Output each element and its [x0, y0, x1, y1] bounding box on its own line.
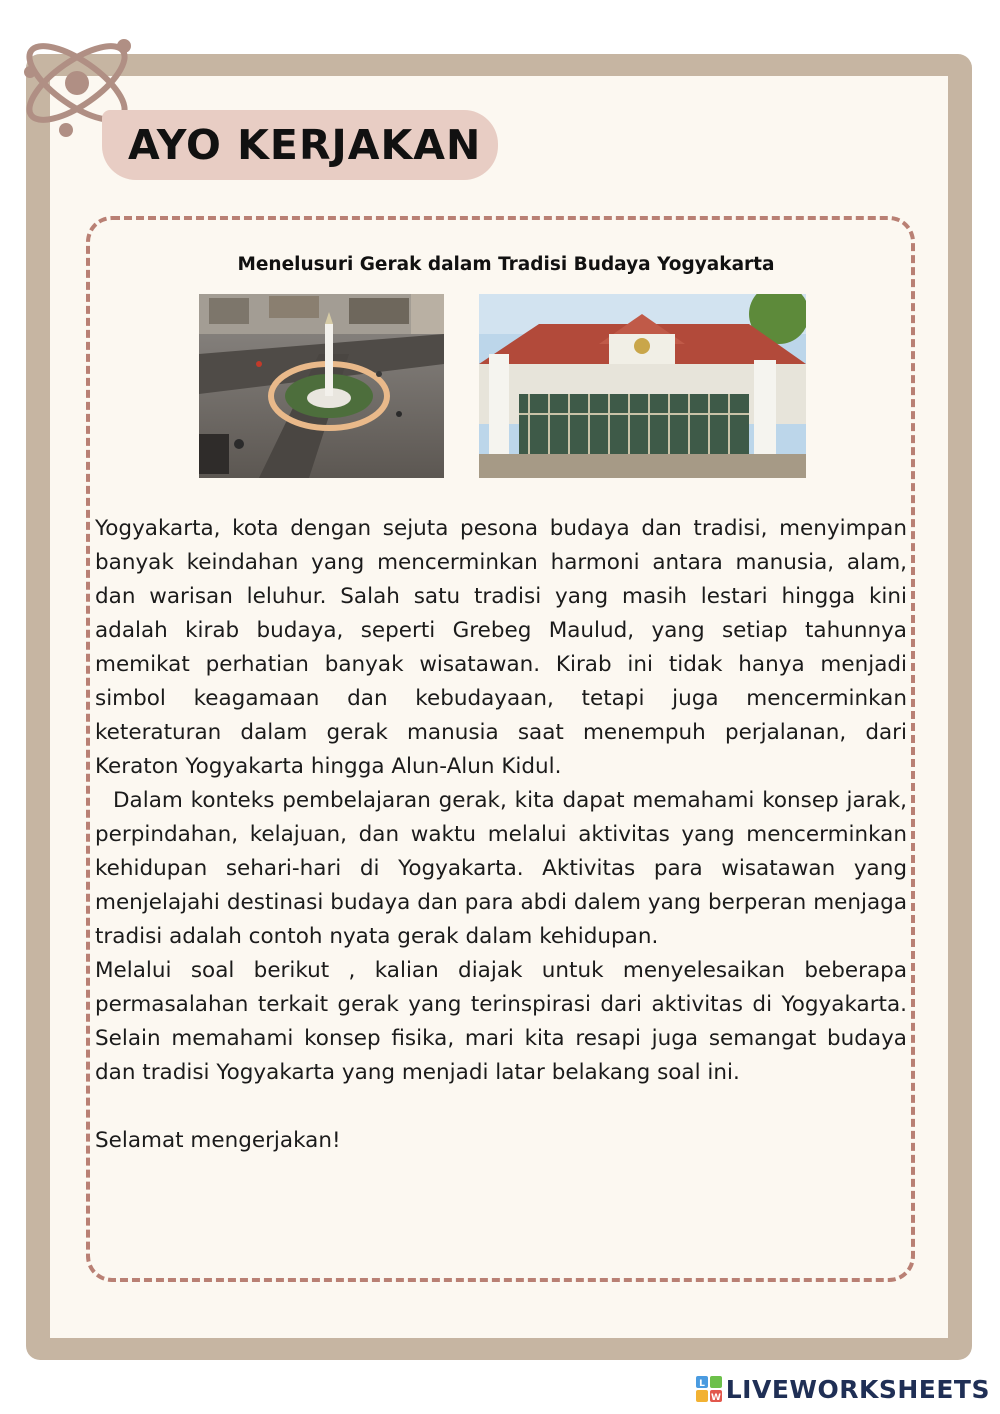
closing-text: Selamat mengerjakan!: [95, 1128, 341, 1153]
brand-name: LIVEWORKSHEETS: [725, 1374, 990, 1404]
tugu-monument-photo: [199, 294, 444, 478]
paragraph-1: Yogyakarta, kota dengan sejuta pesona budaya dan tradisi, menyimpan banyak keindahan yang mencerminkan harmoni antara manusia, alam, dan warisan leluhur. Salah satu tradisi yang masih lestari hingga kini adalah kirab budaya, seperti Grebeg Maulud, yang setiap tahunnya memikat perhatian banyak wisatawan. Kirab ini tidak hanya menjadi simbol keagamaan dan kebudayaan, tetapi juga mencerminkan keteraturan dalam gerak manusia saat menempuh perjalanan, dari Keraton Yogyakarta hingga Alun-Alun Kidul.: [95, 516, 907, 779]
logo-letter-w: W: [710, 1393, 721, 1402]
paragraph-3: Melalui soal berikut , kalian diajak untuk menyelesaikan beberapa permasalahan terkait gerak yang terinspirasi dari aktivitas di Yogyakarta. Selain memahami konsep fisika, mari kita resapi juga semangat budaya dan tradisi Yogyakarta yang menjadi latar belakang soal ini.: [95, 958, 907, 1085]
paragraph-spacer: [95, 1090, 907, 1124]
logo-letter-l: L: [698, 1379, 705, 1389]
liveworksheets-logo-icon: [696, 1376, 722, 1402]
article-heading: Menelusuri Gerak dalam Tradisi Budaya Yogyakarta: [237, 254, 775, 275]
page-title: AYO KERJAKAN: [128, 121, 482, 169]
keraton-gate-photo: [479, 294, 806, 478]
paragraph-2: Dalam konteks pembelajaran gerak, kita dapat memahami konsep jarak, perpindahan, kelajuan, dan waktu melalui aktivitas yang mencerminkan kehidupan sehari-hari di Yogyakarta. Aktivitas para wisatawan yang menjelajahi destinasi budaya dan para abdi dalem yang berperan menjaga tradisi adalah contoh nyata gerak dalam kehidupan.: [95, 788, 907, 949]
liveworksheets-brand[interactable]: [690, 1372, 990, 1406]
article-body: [95, 512, 907, 1232]
